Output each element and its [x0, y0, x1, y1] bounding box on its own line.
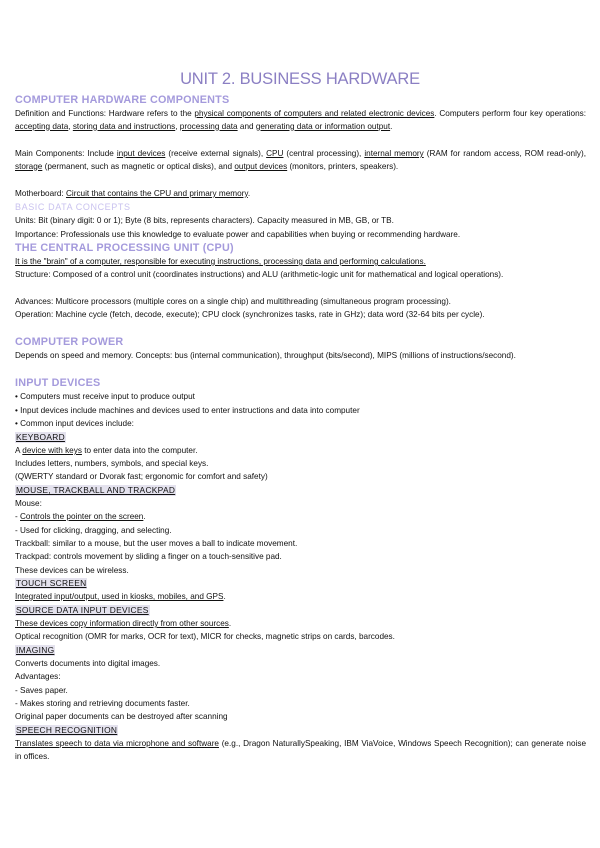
subheading-imaging: IMAGING — [16, 645, 55, 655]
paragraph-keyboard-3: (QWERTY standard or Dvorak fast; ergonomic for comfort and safety) — [15, 472, 268, 481]
subheading-keyboard: KEYBOARD — [16, 432, 65, 442]
paragraph-mouse-3: - Used for clicking, dragging, and selecting. — [15, 526, 172, 535]
section-heading-basic-data: BASIC DATA CONCEPTS — [15, 202, 131, 212]
paragraph-imaging-3: - Saves paper. — [15, 686, 68, 695]
bullet-item: • Common input devices include: — [15, 419, 134, 428]
paragraph-imaging-2: Advantages: — [15, 672, 61, 681]
bullet-item: • Input devices include machines and devices used to enter instructions and data into computer — [15, 406, 360, 415]
section-heading-hardware-components: COMPUTER HARDWARE COMPONENTS — [15, 94, 230, 106]
paragraph-keyboard-2: Includes letters, numbers, symbols, and special keys. — [15, 459, 209, 468]
paragraph-source-data-1: These devices copy information directly from other sources. — [15, 619, 232, 628]
paragraph-computer-power: Depends on speed and memory. Concepts: bus (internal communication), throughput (bits/second), MIPS (millions of instructions/second). — [15, 351, 516, 360]
paragraph-cpu-brain: It is the "brain" of a computer, responsible for executing instructions, processing data and performing calculations. — [15, 257, 426, 266]
paragraph-main-components: Main Components: Include input devices (receive external signals), CPU (central processing), internal memory (RAM for random access, ROM read-only), storage (permanent, such as magnetic or optical disks), and output devices (monitors, printers, speakers). — [15, 149, 586, 171]
paragraph-imaging-1: Converts documents into digital images. — [15, 659, 161, 668]
subheading-touch-screen: TOUCH SCREEN — [16, 578, 87, 588]
paragraph-structure: Structure: Composed of a control unit (coordinates instructions) and ALU (arithmetic-logic unit for mathematical and logical operations). — [15, 270, 504, 279]
section-heading-computer-power: COMPUTER POWER — [15, 336, 124, 348]
paragraph-source-data-2: Optical recognition (OMR for marks, OCR for text), MICR for checks, magnetic strips on cards, barcodes. — [15, 632, 395, 641]
paragraph-wireless: These devices can be wireless. — [15, 566, 129, 575]
paragraph-speech: Translates speech to data via microphone and software (e.g., Dragon NaturallySpeaking, IBM ViaVoice, Windows Speech Recognition); can generate noise in offices. — [15, 739, 587, 761]
section-heading-cpu: THE CENTRAL PROCESSING UNIT (CPU) — [15, 242, 234, 254]
paragraph-importance: Importance: Professionals use this knowledge to evaluate power and capabilities when buying or recommending hardware. — [15, 230, 461, 239]
paragraph-mouse-1: Mouse: — [15, 499, 42, 508]
subheading-mouse: MOUSE, TRACKBALL AND TRACKPAD — [16, 485, 176, 495]
subheading-source-data: SOURCE DATA INPUT DEVICES — [16, 605, 149, 615]
section-heading-input-devices: INPUT DEVICES — [15, 377, 101, 389]
subheading-speech: SPEECH RECOGNITION — [16, 725, 118, 735]
bullet-item: • Computers must receive input to produce output — [15, 392, 195, 401]
paragraph-imaging-5: Original paper documents can be destroyed after scanning — [15, 712, 228, 721]
paragraph-units: Units: Bit (binary digit: 0 or 1); Byte (8 bits, represents characters). Capacity measured in MB, GB, or TB. — [15, 216, 394, 225]
paragraph-trackball: Trackball: similar to a mouse, but the user moves a ball to indicate movement. — [15, 539, 298, 548]
paragraph-definition: Definition and Functions: Hardware refers to the physical components of computers and related electronic devices. Computers perform four key operations: accepting data, storing data and instructions, processing data and generating data or information output. — [15, 109, 586, 131]
paragraph-operation: Operation: Machine cycle (fetch, decode, execute); CPU clock (synchronizes tasks, rate in GHz); data word (32-64 bits per cycle). — [15, 310, 485, 319]
paragraph-motherboard: Motherboard: Circuit that contains the CPU and primary memory. — [15, 189, 251, 198]
paragraph-keyboard-1: A device with keys to enter data into the computer. — [15, 446, 198, 455]
paragraph-touch-screen: Integrated input/output, used in kiosks, mobiles, and GPS. — [15, 592, 226, 601]
paragraph-imaging-4: - Makes storing and retrieving documents faster. — [15, 699, 190, 708]
paragraph-advances: Advances: Multicore processors (multiple cores on a single chip) and multithreading (simultaneous program processing). — [15, 297, 451, 306]
paragraph-mouse-2: - Controls the pointer on the screen. — [15, 512, 146, 521]
page-title: UNIT 2. BUSINESS HARDWARE — [180, 70, 420, 88]
paragraph-trackpad: Trackpad: controls movement by sliding a finger on a touch-sensitive pad. — [15, 552, 282, 561]
